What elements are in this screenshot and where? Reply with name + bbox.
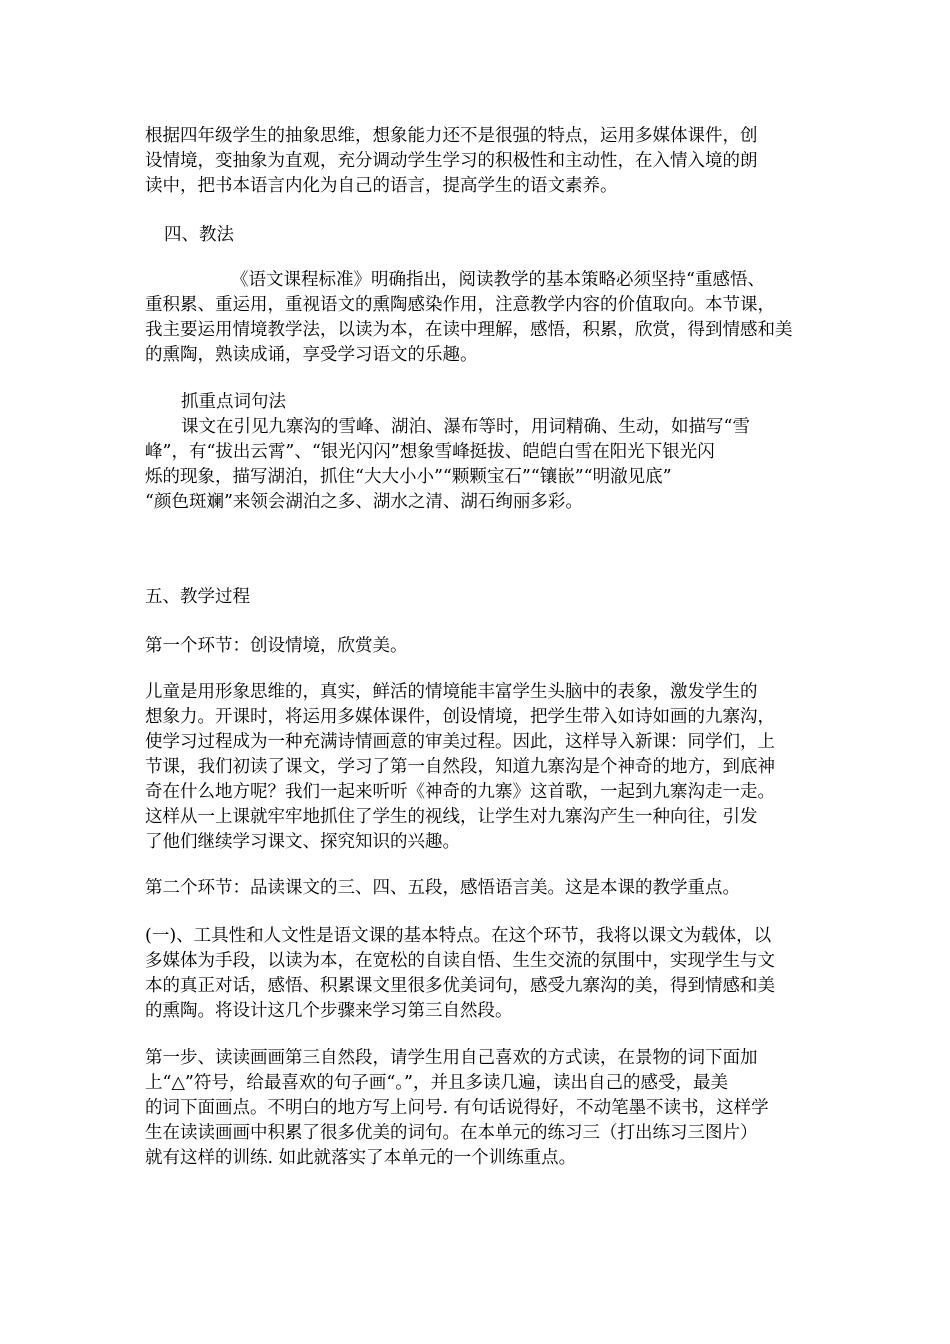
paragraph-curriculum-standard (145, 268, 813, 368)
text-line: 第二个环节：品读课文的三、四、五段，感悟语言美。这是本课的教学重点。 (145, 878, 740, 898)
heading-text: 四、教法 (164, 225, 234, 245)
paragraph-step2-sub1 (145, 1046, 813, 1171)
text-line: 读中，把书本语言内化为自己的语言，提高学生的语文素养。 (145, 176, 618, 196)
heading-text: 五、教学过程 (145, 587, 250, 607)
section-heading-teaching-process (145, 585, 813, 610)
paragraph-intro (145, 124, 813, 199)
text-line: 烁的现象，描写湖泊，抓住“大大小小”“颗颗宝石”“镶嵌”“明澈见底” (145, 467, 672, 487)
paragraph-step2-title (145, 876, 813, 901)
text-line: 的熏陶，熟读成诵，享受学习语文的乐趣。 (145, 345, 478, 365)
text-line: 使学习过程成为一种充满诗情画意的审美过程。因此，这样导入新课：同学们，上 (145, 732, 775, 752)
text-line: 奇在什么地方呢？我们一起来听听《神奇的九寨》这首歌，一起到九寨沟走一走。 (145, 782, 775, 802)
text-line: 了他们继续学习课文、探究知识的兴趣。 (145, 832, 460, 852)
text-line: 想象力。开课时，将运用多媒体课件，创设情境，把学生带入如诗如画的九寨沟， (145, 707, 775, 727)
text-line: 这样从一上课就牢牢地抓住了学生的视线，让学生对九寨沟产生一种向往，引发 (145, 807, 758, 827)
section-heading-teaching-method (164, 223, 832, 248)
text-line: (一)、工具性和人文性是语文课的基本特点。在这个环节，我将以课文为载体，以 (145, 926, 772, 946)
paragraph-step2-part1 (145, 924, 813, 1024)
text-line: 重积累、重运用，重视语文的熏陶感染作用，注意教学内容的价值取向。本节课， (145, 295, 775, 315)
paragraph-step1-title (145, 634, 813, 659)
text-line: 我主要运用情境教学法，以读为本，在读中理解，感悟，积累，欣赏，得到情感和美 (145, 320, 793, 340)
paragraph-key-words-method (145, 390, 813, 515)
text-line: 第一步、读读画画第三自然段，请学生用自己喜欢的方式读，在景物的词下面加 (145, 1048, 758, 1068)
text-line: 课文在引见九寨沟的雪峰、湖泊、瀑布等时，用词精确、生动，如描写“雪 (181, 417, 750, 437)
text-line: 节课，我们初读了课文，学习了第一自然段，知道九寨沟是个神奇的地方，到底神 (145, 757, 775, 777)
paragraph-step1-body (145, 680, 813, 855)
text-line: 抓重点词句法 (181, 392, 286, 412)
text-line: 《语文课程标准》明确指出，阅读教学的基本策略必须坚持“重感悟、 (231, 270, 765, 290)
text-line: 根据四年级学生的抽象思维，想象能力还不是很强的特点，运用多媒体课件，创 (145, 126, 758, 146)
text-line: 峰”，有“拔出云霄”、“银光闪闪”想象雪峰挺拔、皑皑白雪在阳光下银光闪 (145, 442, 715, 462)
text-line: 生在读读画画中积累了很多优美的词句。在本单元的练习三（打出练习三图片） (145, 1123, 758, 1143)
text-line: 本的真正对话，感悟、积累课文里很多优美词句，感受九寨沟的美，得到情感和美 (145, 976, 775, 996)
text-line: 设情境，变抽象为直观，充分调动学生学习的积极性和主动性，在入情入境的朗 (145, 151, 758, 171)
text-line: 的词下面画点。不明白的地方写上问号. 有句话说得好，不动笔墨不读书，这样学 (145, 1098, 769, 1118)
text-line: 第一个环节：创设情境，欣赏美。 (145, 636, 408, 656)
text-line: “颜色斑斓”来领会湖泊之多、湖水之清、湖石绚丽多彩。 (145, 492, 583, 512)
text-line: 多媒体为手段，以读为本，在宽松的自读自悟、生生交流的氛围中，实现学生与文 (145, 951, 775, 971)
text-line: 上“△”符号，给最喜欢的句子画“。”，并且多读几遍，读出自己的感受，最美 (145, 1073, 728, 1093)
text-line: 的熏陶。将设计这几个步骤来学习第三自然段。 (145, 1001, 513, 1021)
text-line: 儿童是用形象思维的，真实，鲜活的情境能丰富学生头脑中的表象，激发学生的 (145, 682, 758, 702)
text-line: 就有这样的训练. 如此就落实了本单元的一个训练重点。 (145, 1148, 577, 1168)
